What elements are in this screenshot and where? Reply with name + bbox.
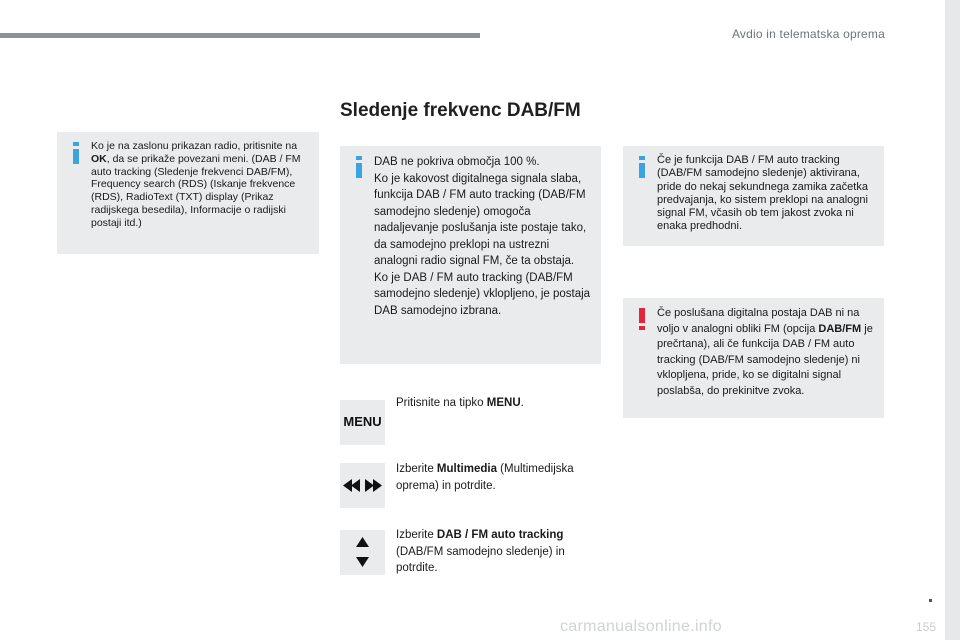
page-marker-dot [929, 599, 932, 602]
info-icon [69, 142, 83, 164]
page-title: Sledenje frekvenc DAB/FM [340, 100, 581, 121]
info-icon [635, 156, 649, 178]
warning-icon [635, 308, 649, 330]
up-down-arrows-icon [340, 530, 385, 575]
warning-box [623, 298, 884, 418]
menu-button-icon [340, 400, 385, 445]
warning-text: Če poslušana digitalna postaja DAB ni na voljo v analogni obliki FM (opcija DAB/FM je prečrtana), ali če funkcija DAB / FM auto tracking (DAB/FM samodejno sledenje) ni vklopljena, pride, ko se digitalni signal poslabša, do prekinitve zvoka. [657, 307, 873, 397]
step-select-dab-fm-tracking: Izberite DAB / FM auto tracking (DAB/FM samodejno sledenje) in potrdite. [396, 529, 565, 574]
section-title: Avdio in telematska oprema [731, 27, 885, 41]
left-right-arrows-icon [340, 463, 385, 508]
page-edge-strip [945, 0, 960, 640]
info-box-delay [623, 146, 884, 246]
watermark: carmanualsonline.info [560, 618, 722, 635]
info-box-text: DAB ne pokriva območja 100 %. Ko je kakovost digitalnega signala slaba, funkcija DAB / FM auto tracking (DAB/FM samodejno sledenje) omogoča nadaljevanje poslušanja iste postaje tako, da samodejno preklopi na ustrezni analogni radio signal FM, če ta obstaja. Ko je DAB / FM auto tracking (DAB/FM samodejno sledenje) vklopljeno, je postaja DAB samodejno izbrana. [374, 156, 591, 317]
info-box-dab-coverage [340, 146, 601, 364]
menu-button-label: MENU [343, 414, 382, 429]
info-box-text: Če je funkcija DAB / FM auto tracking (DAB/FM samodejno sledenje) aktivirana, pride do nekaj sekundnega zamika začetka predvajanja, ko sistem preklopi na analogni signal FM, včasih ob tem jakost zvoka ni enaka predhodni. [657, 154, 868, 233]
info-icon [352, 156, 366, 178]
header-bar [0, 33, 480, 38]
step-press-menu: Pritisnite na tipko MENU. [396, 397, 524, 409]
info-box-text: Ko je na zaslonu prikazan radio, pritisnite na OK, da se prikaže povezani meni. (DAB / FM auto tracking (Sledenje frekvenci DAB/FM), Frequency search (RDS) (Iskanje frekvence (RDS), RadioText (TXT) display (Prikaz radijskega besedila), Informacije o radijski postaji itd.) [91, 140, 301, 229]
info-box-menu [57, 132, 319, 254]
page-number: 155 [916, 620, 937, 634]
step-select-multimedia: Izberite Multimedia (Multimedijska oprema) in potrdite. [396, 463, 574, 492]
